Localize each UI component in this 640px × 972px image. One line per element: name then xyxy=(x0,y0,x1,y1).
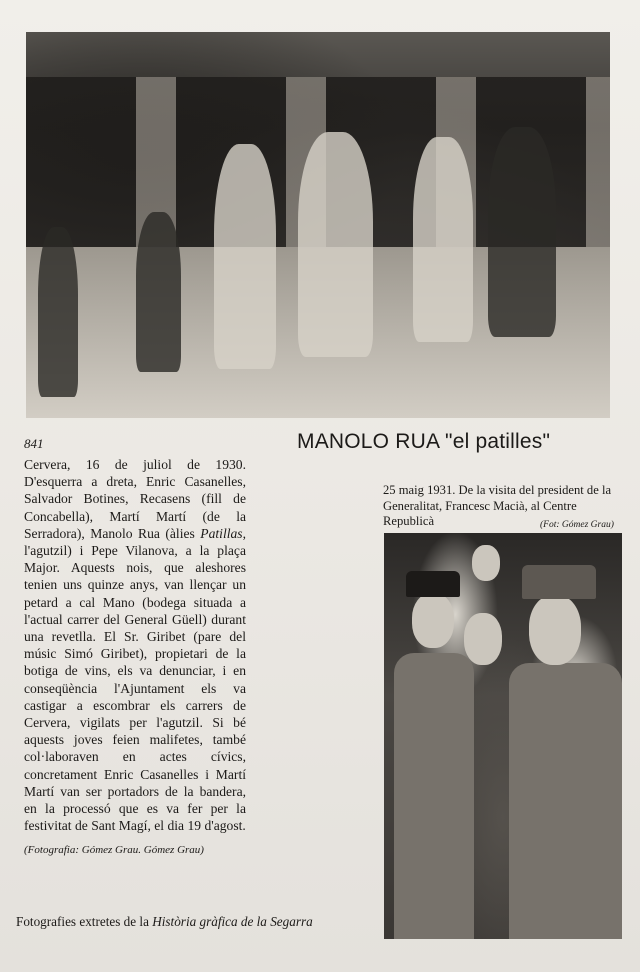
face xyxy=(472,545,500,581)
face xyxy=(412,593,454,648)
right-photo-caption: 25 maig 1931. De la visita del president de la Generalitat, Francesc Macià, al Centre Republicà xyxy=(383,483,612,528)
person-figure xyxy=(136,212,181,372)
page-number: 841 xyxy=(24,436,44,451)
footer-prefix: Fotografies extretes de la xyxy=(16,914,153,929)
military-cap xyxy=(406,571,460,597)
page-title: MANOLO RUA "el patilles" xyxy=(297,430,551,453)
caption-text-part1: Cervera, 16 de juliol de 1930. D'esquerra a dreta, Enric Casanelles, Salvador Botines, Recasens (fill de Concabella), Martí Martí (de la Serradora), Manolo Rua (àlies xyxy=(24,457,246,541)
face xyxy=(464,613,502,665)
person-figure xyxy=(298,132,373,357)
footer-book-title: Història gràfica de la Segarra xyxy=(152,914,313,929)
photo-credit-right: (Fot: Gómez Grau) xyxy=(540,520,614,530)
caption-alias: Patillas xyxy=(200,525,243,541)
macia-visit-photo xyxy=(384,533,622,939)
photo-credit-left: (Fotografia: Gómez Grau. Gómez Grau) xyxy=(24,844,204,856)
footer-source xyxy=(16,914,313,930)
street-group-photo xyxy=(26,32,610,418)
person-figure xyxy=(488,127,556,337)
person-figure xyxy=(38,227,78,397)
main-caption xyxy=(24,456,246,834)
face xyxy=(529,595,581,665)
person-figure xyxy=(214,144,276,369)
uniformed-figure xyxy=(394,653,474,939)
caption-text-part2: , l'agutzil) i Pepe Vilanova, a la plaça Major. Aquests nois, que aleshores tenien uns quinze anys, van llençar un petard a cal Mano (bodega situada a l'actual carrer del General Güell) durant una revetlla. El Sr. Giribet (pare del músic Simó Giribet), propietari de la botiga de vins, els va denunciar, i en conseqüència l'Ajuntament els va castigar a escombrar els carrers de Cervera, vigilats per l'agutzil. Si bé aquests joves feien malifetes, també col·laboraven en actes cívics, concretament Enric Casanelles i Martí Martí van ser portadors de la bandera, en la processó que es va fer per la festivitat de Sant Magí, el dia 19 d'agost. xyxy=(24,525,246,834)
uniformed-figure xyxy=(509,663,622,939)
person-figure xyxy=(413,137,473,342)
military-cap xyxy=(522,565,596,599)
